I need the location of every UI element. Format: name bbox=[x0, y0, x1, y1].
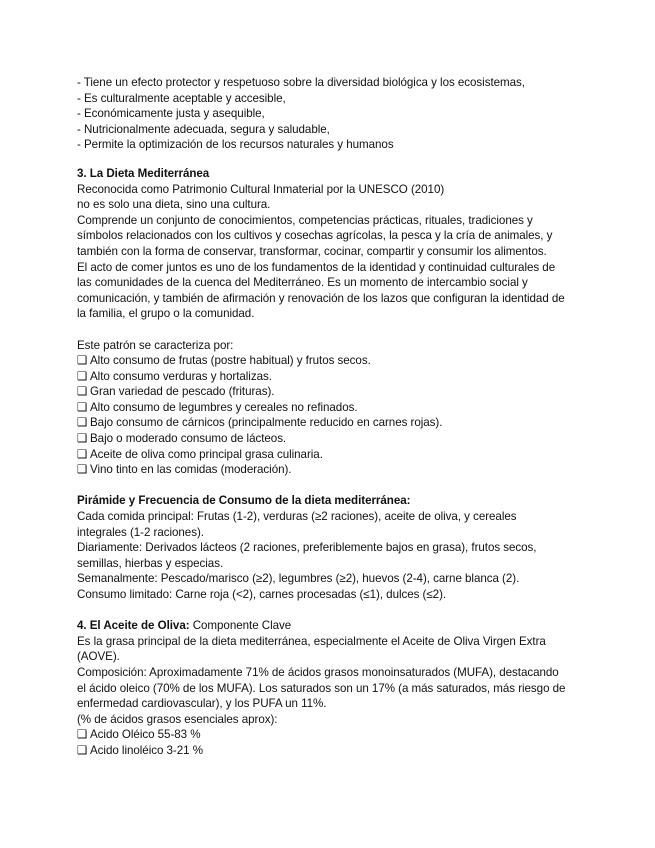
section-4-title-rest: Componente Clave bbox=[189, 619, 292, 633]
paragraph-line: El acto de comer juntos es uno de los fundamentos de la identidad y continuidad culturales de bbox=[77, 260, 556, 274]
checklist-item bbox=[77, 431, 595, 447]
paragraph-line: las comunidades de la cuenca del Mediterráneo. Es un momento de intercambio social y bbox=[77, 276, 528, 290]
pyramid-title: Pirámide y Frecuencia de Consumo de la dieta mediterránea: bbox=[77, 494, 411, 508]
paragraph-line: Comprende un conjunto de conocimientos, competencias prácticas, rituales, tradiciones y bbox=[77, 213, 533, 227]
paragraph-line: semillas, hierbas y especias. bbox=[77, 556, 224, 570]
list-item: - Económicamente justa y asequible, bbox=[77, 107, 265, 121]
checklist-item bbox=[77, 727, 595, 743]
checklist-item-label: Bajo consumo de cárnicos (principalmente reducido en carnes rojas). bbox=[90, 416, 443, 430]
checkbox-icon: ❑ bbox=[77, 463, 88, 477]
checklist-item bbox=[77, 447, 595, 463]
section-4-title-bold: 4. El Aceite de Oliva: bbox=[77, 619, 190, 633]
checklist-item-label: Acido linoléico 3-21 % bbox=[90, 743, 203, 757]
checkbox-icon: ❑ bbox=[77, 354, 88, 368]
checklist-item bbox=[77, 415, 595, 431]
checkbox-icon: ❑ bbox=[77, 447, 88, 461]
checklist-item bbox=[77, 400, 595, 416]
list-item: - Es culturalmente aceptable y accesible, bbox=[77, 91, 286, 105]
checklist-item bbox=[77, 462, 595, 478]
section-4 bbox=[77, 618, 595, 758]
paragraph-line: la familia, el grupo o la comunidad. bbox=[77, 307, 255, 321]
paragraph-line: Cada comida principal: Frutas (1-2), verduras (≥2 raciones), aceite de oliva, y cereales bbox=[77, 510, 517, 524]
paragraph-line: (AOVE). bbox=[77, 650, 120, 664]
checklist-item bbox=[77, 743, 595, 759]
paragraph-line: también con la forma de conservar, transformar, cocinar, compartir y consumir los alimentos. bbox=[77, 244, 547, 258]
checklist-item bbox=[77, 353, 595, 369]
paragraph-line: enfermedad cardiovascular), y los PUFA un 11%. bbox=[77, 697, 327, 711]
paragraph-line: (% de ácidos grasos esenciales aprox): bbox=[77, 712, 278, 726]
checkbox-icon: ❑ bbox=[77, 385, 88, 399]
intro-list bbox=[77, 75, 595, 153]
paragraph-line: Es la grasa principal de la dieta mediterránea, especialmente el Aceite de Oliva Virgen Extra bbox=[77, 634, 546, 648]
checklist-item bbox=[77, 369, 595, 385]
section-4-title bbox=[77, 618, 595, 634]
checkbox-icon: ❑ bbox=[77, 416, 88, 430]
list-item: - Permite la optimización de los recursos naturales y humanos bbox=[77, 138, 394, 152]
paragraph-line: comunicación, y también de afirmación y renovación de los lazos que configuran la identidad de bbox=[77, 291, 565, 305]
paragraph-line: símbolos relacionados con los cultivos y cosechas agrícolas, la pesca y la cría de animales, y bbox=[77, 229, 553, 243]
section-3-title: 3. La Dieta Mediterránea bbox=[77, 166, 210, 180]
paragraph-line: integrales (1-2 raciones). bbox=[77, 525, 204, 539]
checkbox-icon: ❑ bbox=[77, 400, 88, 414]
checkbox-icon: ❑ bbox=[77, 369, 88, 383]
checklist-item bbox=[77, 384, 595, 400]
checklist-item-label: Acido Oléico 55-83 % bbox=[90, 728, 201, 742]
paragraph-line: Diariamente: Derivados lácteos (2 raciones, preferiblemente bajos en grasa), frutos secos, bbox=[77, 541, 537, 555]
paragraph-line: Composición: Aproximadamente 71% de ácidos grasos monoinsaturados (MUFA), destacando bbox=[77, 665, 559, 679]
checklist-item-label: Gran variedad de pescado (frituras). bbox=[90, 385, 275, 399]
section-3 bbox=[77, 166, 595, 478]
checklist-item-label: Alto consumo verduras y hortalizas. bbox=[90, 369, 272, 383]
checklist-item-label: Alto consumo de legumbres y cereales no refinados. bbox=[90, 400, 358, 414]
checklist-item-label: Aceite de oliva como principal grasa culinaria. bbox=[90, 447, 323, 461]
checkbox-icon: ❑ bbox=[77, 728, 88, 742]
list-item: - Nutricionalmente adecuada, segura y saludable, bbox=[77, 122, 330, 136]
checklist-item-label: Alto consumo de frutas (postre habitual) y frutos secos. bbox=[90, 354, 371, 368]
list-item: - Tiene un efecto protector y respetuoso sobre la diversidad biológica y los ecosistemas, bbox=[77, 76, 525, 89]
paragraph-line: Reconocida como Patrimonio Cultural Inmaterial por la UNESCO (2010) bbox=[77, 182, 445, 196]
checkbox-icon: ❑ bbox=[77, 432, 88, 446]
pattern-intro: Este patrón se caracteriza por: bbox=[77, 338, 234, 352]
paragraph-line: Semanalmente: Pescado/marisco (≥2), legumbres (≥2), huevos (2-4), carne blanca (2). bbox=[77, 572, 520, 586]
paragraph-line: el ácido oleico (70% de los MUFA). Los saturados son un 17% (a más saturados, más riesgo de bbox=[77, 681, 566, 695]
paragraph-line: Consumo limitado: Carne roja (<2), carnes procesadas (≤1), dulces (≤2). bbox=[77, 588, 447, 601]
paragraph-line: no es solo una dieta, sino una cultura. bbox=[77, 198, 271, 212]
pyramid-section bbox=[77, 493, 595, 602]
checkbox-icon: ❑ bbox=[77, 743, 88, 757]
checklist-item-label: Vino tinto en las comidas (moderación). bbox=[90, 463, 292, 477]
checklist-item-label: Bajo o moderado consumo de lácteos. bbox=[90, 432, 287, 446]
